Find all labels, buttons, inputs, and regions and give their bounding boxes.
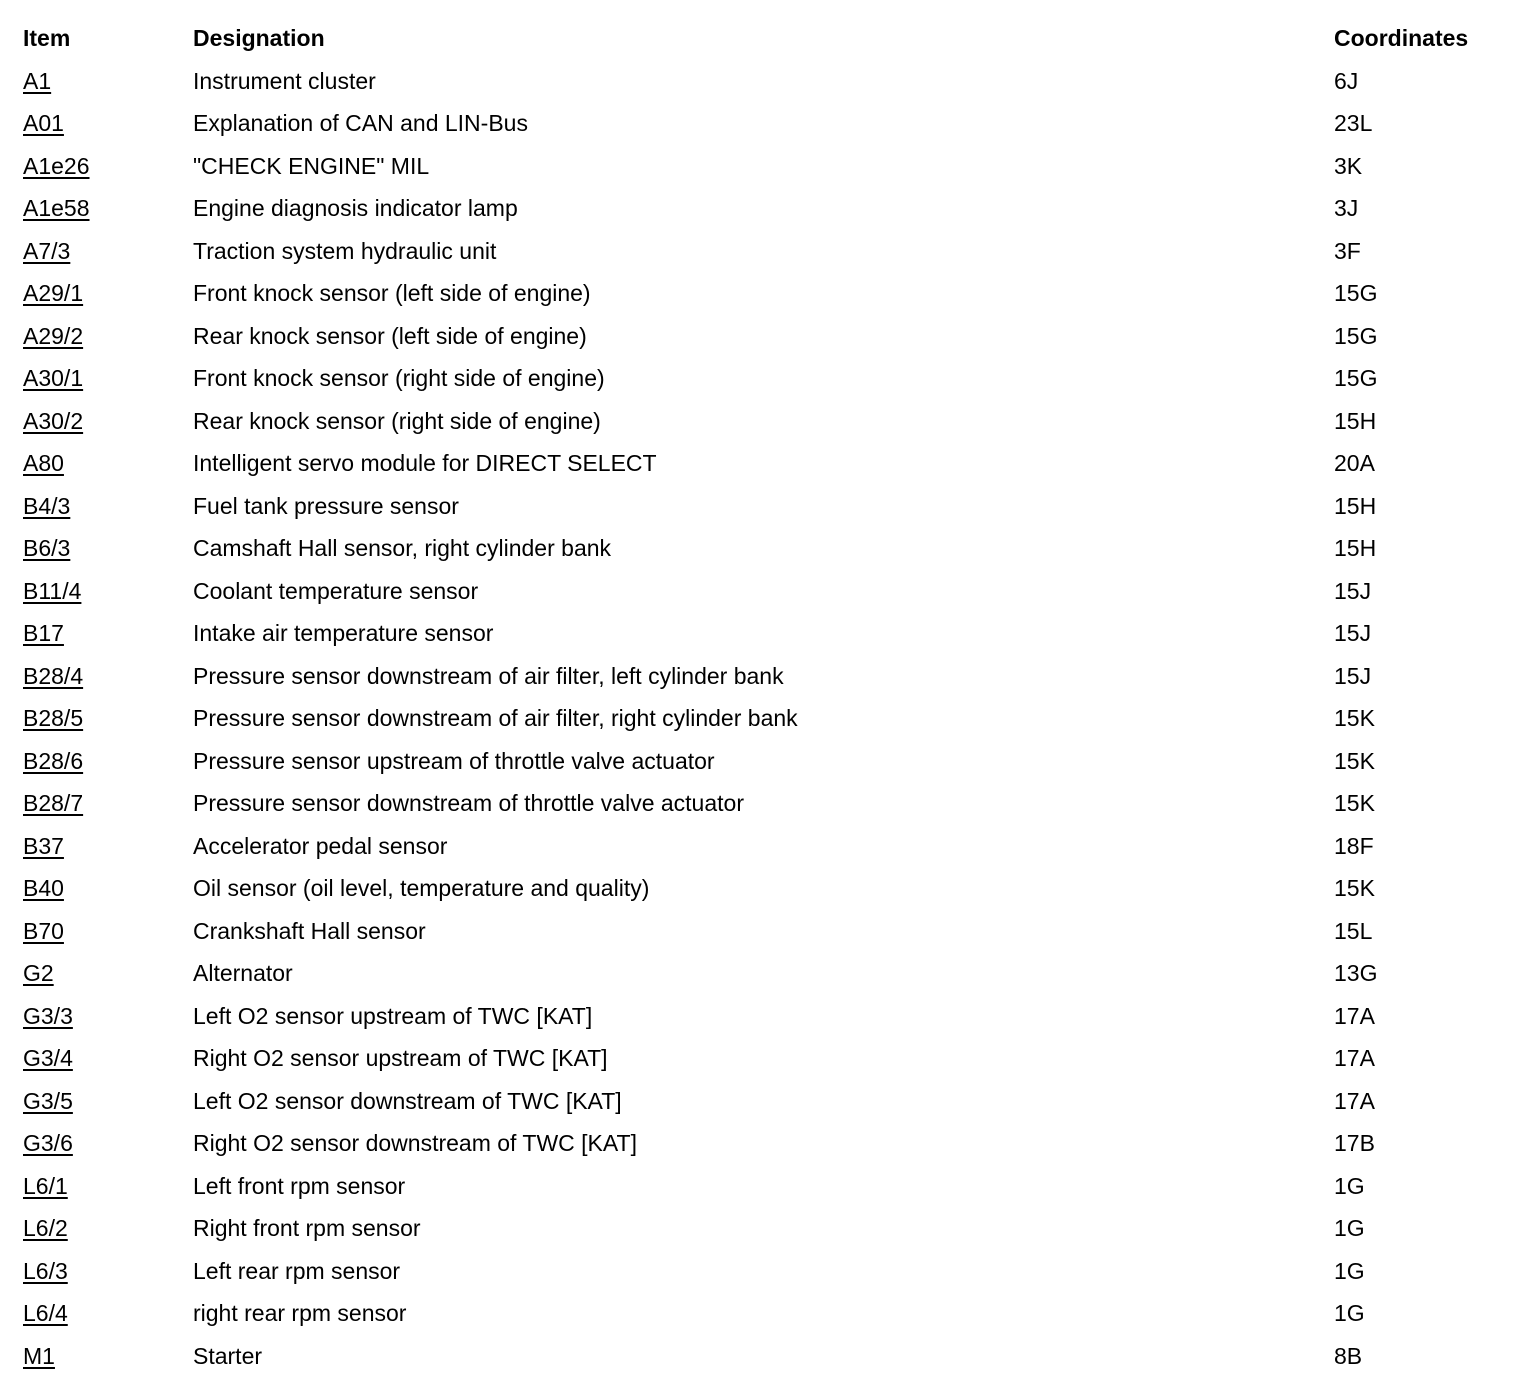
coordinates-cell: 17B: [1334, 1130, 1375, 1156]
table-row: [20, 315, 1500, 358]
item-cell: [20, 995, 190, 1038]
coordinates-cell: 1G: [1334, 1257, 1365, 1284]
item-link[interactable]: A29/1: [23, 280, 84, 306]
designation-cell: Oil sensor (oil level, temperature and quality): [193, 875, 650, 901]
item-link[interactable]: B17: [23, 620, 64, 646]
table-row: [20, 697, 1500, 740]
item-link[interactable]: A1e26: [23, 152, 90, 179]
coordinates-cell: 15H: [1334, 492, 1377, 519]
table-row: [20, 995, 1500, 1038]
item-cell: [20, 825, 190, 868]
item-cell: [20, 1335, 190, 1378]
item-link[interactable]: A29/2: [23, 322, 84, 349]
item-link[interactable]: L6/3: [23, 1257, 68, 1284]
table-row: [20, 952, 1500, 995]
coordinates-cell: 13G: [1334, 960, 1378, 986]
table-row: [20, 782, 1500, 825]
coordinates-cell: 17A: [1334, 1002, 1375, 1029]
designation-cell: Left front rpm sensor: [193, 1172, 406, 1199]
coordinates-cell: 17A: [1334, 1087, 1375, 1114]
table-row: [20, 442, 1500, 485]
table-row: [20, 1080, 1500, 1123]
designation-cell: Traction system hydraulic unit: [193, 237, 497, 264]
table-header-row: [20, 17, 1500, 60]
item-cell: [20, 1292, 190, 1335]
designation-cell: Alternator: [193, 960, 293, 986]
item-link[interactable]: G3/6: [23, 1130, 73, 1156]
designation-cell: Crankshaft Hall sensor: [193, 917, 426, 944]
designation-cell: Rear knock sensor (left side of engine): [193, 322, 587, 349]
coordinates-cell: 18F: [1334, 832, 1374, 859]
designation-cell: Starter: [193, 1342, 263, 1369]
designation-cell: Pressure sensor downstream of air filter, left cylinder bank: [193, 662, 784, 689]
table-row: [20, 740, 1500, 783]
designation-cell: Right front rpm sensor: [193, 1215, 421, 1241]
coordinates-cell: 15H: [1334, 535, 1377, 561]
designation-cell: Explanation of CAN and LIN-Bus: [193, 110, 528, 136]
item-link[interactable]: A80: [23, 450, 64, 476]
designation-cell: Coolant temperature sensor: [193, 577, 479, 604]
item-cell: [20, 867, 190, 910]
table-row: [20, 1292, 1500, 1335]
table-row: [20, 272, 1500, 315]
designation-cell: Camshaft Hall sensor, right cylinder bank: [193, 535, 612, 561]
item-link[interactable]: G3/3: [23, 1002, 73, 1029]
table-row: [20, 145, 1500, 188]
coordinates-cell: 15K: [1334, 790, 1375, 816]
item-link[interactable]: B11/4: [23, 577, 82, 604]
header-coordinates: Coordinates: [1334, 25, 1469, 51]
coordinates-cell: 17A: [1334, 1045, 1375, 1071]
item-cell: [20, 740, 190, 783]
designation-cell: Front knock sensor (right side of engine): [193, 365, 605, 391]
table-row: [20, 1037, 1500, 1080]
item-cell: [20, 442, 190, 485]
table-row: [20, 1165, 1500, 1208]
table-row: [20, 655, 1500, 698]
coordinates-cell: 15J: [1334, 620, 1372, 646]
designation-cell: Intake air temperature sensor: [193, 620, 494, 646]
item-cell: [20, 230, 190, 273]
item-link[interactable]: B28/5: [23, 705, 84, 731]
table-row: [20, 60, 1500, 103]
item-link[interactable]: M1: [23, 1342, 55, 1369]
table-row: [20, 102, 1500, 145]
table-row: [20, 825, 1500, 868]
designation-cell: Instrument cluster: [193, 67, 376, 94]
designation-cell: Left O2 sensor upstream of TWC [KAT]: [193, 1002, 593, 1029]
item-link[interactable]: B6/3: [23, 535, 71, 561]
item-cell: [20, 782, 190, 825]
designation-cell: Left O2 sensor downstream of TWC [KAT]: [193, 1087, 622, 1114]
item-cell: [20, 357, 190, 400]
item-link[interactable]: G3/5: [23, 1087, 73, 1114]
item-cell: [20, 1250, 190, 1293]
item-link[interactable]: L6/2: [23, 1215, 68, 1241]
coordinates-cell: 15H: [1334, 407, 1377, 434]
item-cell: [20, 1207, 190, 1250]
table-row: [20, 867, 1500, 910]
table-row: [20, 1250, 1500, 1293]
item-cell: [20, 697, 190, 740]
coordinates-cell: 15K: [1334, 705, 1375, 731]
item-cell: [20, 102, 190, 145]
designation-cell: Rear knock sensor (right side of engine): [193, 407, 601, 434]
component-legend-table: [20, 17, 1500, 1377]
designation-cell: Right O2 sensor downstream of TWC [KAT]: [193, 1130, 637, 1156]
item-cell: [20, 60, 190, 103]
item-cell: [20, 272, 190, 315]
table-row: [20, 400, 1500, 443]
item-cell: [20, 655, 190, 698]
designation-cell: Right O2 sensor upstream of TWC [KAT]: [193, 1045, 608, 1071]
coordinates-cell: 15K: [1334, 747, 1375, 774]
item-link[interactable]: A30/1: [23, 365, 84, 391]
item-link[interactable]: B40: [23, 875, 64, 901]
item-link[interactable]: A7/3: [23, 237, 71, 264]
designation-cell: Intelligent servo module for DIRECT SELECT: [193, 450, 657, 476]
table-row: [20, 527, 1500, 570]
item-link[interactable]: B28/4: [23, 662, 84, 689]
table-row: [20, 187, 1500, 230]
designation-cell: Pressure sensor upstream of throttle valve actuator: [193, 747, 715, 774]
coordinates-cell: 20A: [1334, 450, 1375, 476]
header-designation: Designation: [193, 25, 325, 51]
table-row: [20, 357, 1500, 400]
item-link[interactable]: A1: [23, 67, 52, 94]
table-body: [20, 60, 1500, 1378]
designation-cell: Fuel tank pressure sensor: [193, 492, 459, 519]
coordinates-cell: 1G: [1334, 1172, 1365, 1199]
item-cell: [20, 1037, 190, 1080]
coordinates-cell: 15L: [1334, 917, 1373, 944]
coordinates-cell: 15K: [1334, 875, 1375, 901]
item-link[interactable]: B4/3: [23, 492, 71, 519]
coordinates-cell: 3J: [1334, 195, 1359, 221]
item-link[interactable]: B28/6: [23, 747, 84, 774]
coordinates-cell: 6J: [1334, 67, 1359, 94]
item-cell: [20, 315, 190, 358]
item-link[interactable]: L6/1: [23, 1172, 68, 1199]
designation-cell: Engine diagnosis indicator lamp: [193, 195, 518, 221]
table-row: [20, 1122, 1500, 1165]
item-cell: [20, 187, 190, 230]
item-link[interactable]: A1e58: [23, 195, 90, 221]
item-link[interactable]: B37: [23, 832, 64, 859]
designation-cell: Accelerator pedal sensor: [193, 832, 448, 859]
item-link[interactable]: A01: [23, 110, 64, 136]
coordinates-cell: 15J: [1334, 577, 1372, 604]
coordinates-cell: 15G: [1334, 322, 1378, 349]
item-cell: [20, 952, 190, 995]
item-cell: [20, 485, 190, 528]
item-cell: [20, 910, 190, 953]
table-row: [20, 910, 1500, 953]
coordinates-cell: 23L: [1334, 110, 1373, 136]
item-link[interactable]: B70: [23, 917, 64, 944]
table-row: [20, 485, 1500, 528]
table-row: [20, 1207, 1500, 1250]
item-link[interactable]: B28/7: [23, 790, 84, 816]
table-row: [20, 570, 1500, 613]
coordinates-cell: 15G: [1334, 280, 1378, 306]
item-cell: [20, 145, 190, 188]
item-link[interactable]: G3/4: [23, 1045, 73, 1071]
coordinates-cell: 15G: [1334, 365, 1378, 391]
designation-cell: Pressure sensor downstream of throttle valve actuator: [193, 790, 744, 816]
coordinates-cell: 1G: [1334, 1215, 1365, 1241]
coordinates-cell: 15J: [1334, 662, 1372, 689]
table-row: [20, 230, 1500, 273]
item-cell: [20, 1122, 190, 1165]
item-cell: [20, 1080, 190, 1123]
item-link[interactable]: A30/2: [23, 407, 84, 434]
item-link[interactable]: L6/4: [23, 1300, 68, 1326]
coordinates-cell: 3F: [1334, 237, 1361, 264]
designation-cell: "CHECK ENGINE" MIL: [193, 152, 430, 179]
designation-cell: Front knock sensor (left side of engine): [193, 280, 591, 306]
coordinates-cell: 1G: [1334, 1300, 1365, 1326]
item-cell: [20, 400, 190, 443]
table-row: [20, 1335, 1500, 1378]
designation-cell: Left rear rpm sensor: [193, 1257, 401, 1284]
table-row: [20, 612, 1500, 655]
item-cell: [20, 527, 190, 570]
coordinates-cell: 3K: [1334, 152, 1363, 179]
header-item: Item: [23, 25, 71, 51]
designation-cell: Pressure sensor downstream of air filter, right cylinder bank: [193, 705, 798, 731]
item-cell: [20, 1165, 190, 1208]
item-cell: [20, 570, 190, 613]
coordinates-cell: 8B: [1334, 1342, 1363, 1369]
item-cell: [20, 612, 190, 655]
item-link[interactable]: G2: [23, 960, 54, 986]
designation-cell: right rear rpm sensor: [193, 1300, 407, 1326]
